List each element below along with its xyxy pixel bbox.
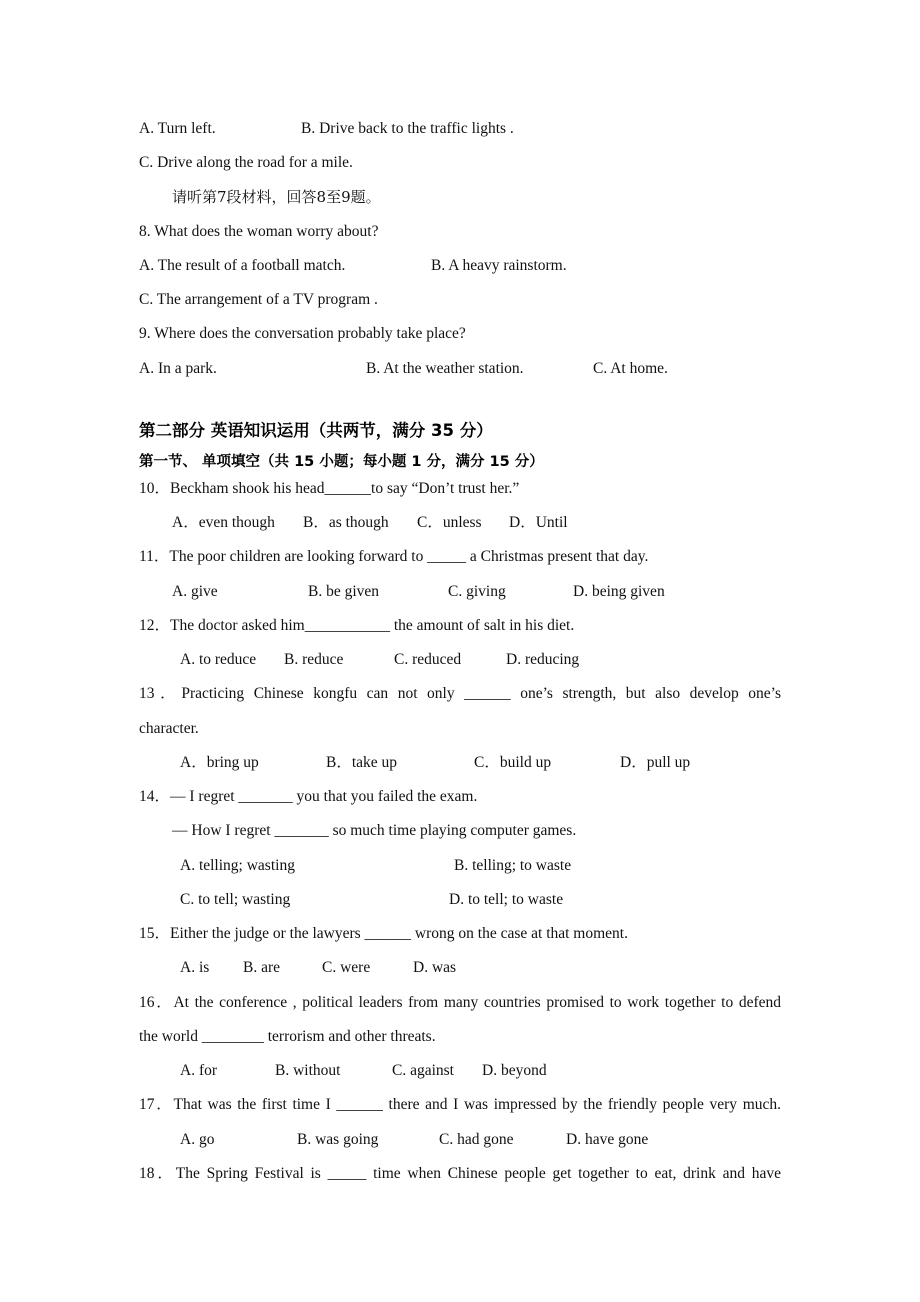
q16-option-d: D. beyond — [482, 1062, 547, 1079]
q7-option-b: B. Drive back to the traffic lights . — [301, 120, 514, 137]
q17-stem: 17．That was the first time I ______ there and I was impressed by the friendly people very much. — [139, 1096, 781, 1113]
q14-option-d: D. to tell; to waste — [449, 891, 564, 908]
q8-stem: 8. What does the woman worry about? — [139, 223, 379, 240]
q10-option-c: C．unless — [417, 514, 482, 531]
q13-option-d: D．pull up — [620, 754, 691, 771]
q15-option-d: D. was — [413, 959, 457, 976]
q13-stem-line1: 13．Practicing Chinese kongfu can not only ______ one’s strength, but also develop one’s — [139, 685, 781, 702]
q14-option-c: C. to tell; wasting — [180, 891, 291, 908]
listening-instruction: 请听第7段材料，回答8至9题。 — [172, 188, 381, 206]
q14-option-a: A. telling; wasting — [180, 857, 295, 874]
q9-option-c: C. At home. — [593, 360, 668, 377]
q11-option-c: C. giving — [448, 583, 506, 600]
q17-option-d: D. have gone — [566, 1131, 649, 1148]
q8-option-a: A. The result of a football match. — [139, 257, 346, 274]
q11-option-a: A. give — [172, 583, 218, 600]
q17-option-b: B. was going — [297, 1131, 379, 1148]
q16-option-a: A. for — [180, 1062, 218, 1079]
q10-stem: 10．Beckham shook his head______to say “Don’t trust her.” — [139, 480, 520, 497]
q9-option-b: B. At the weather station. — [366, 360, 524, 377]
q13-option-a: A．bring up — [180, 754, 259, 771]
q13-option-c: C．build up — [474, 754, 552, 771]
part2-title: 第二部分 英语知识运用（共两节，满分 35 分） — [139, 421, 493, 440]
q16-stem-line1: 16．At the conference , political leaders from many countries promised to work together to defend — [139, 994, 781, 1011]
q15-stem: 15．Either the judge or the lawyers ______ wrong on the case at that moment. — [139, 925, 628, 942]
q11-stem: 11．The poor children are looking forward to _____ a Christmas present that day. — [139, 548, 649, 565]
q9-option-a: A. In a park. — [139, 360, 217, 377]
q16-stem-line2: the world ________ terrorism and other threats. — [139, 1028, 436, 1045]
q7-option-c: C. Drive along the road for a mile. — [139, 154, 353, 171]
q9-stem: 9. Where does the conversation probably take place? — [139, 325, 466, 342]
q8-option-c: C. The arrangement of a TV program . — [139, 291, 378, 308]
q8-option-b: B. A heavy rainstorm. — [431, 257, 567, 274]
q10-option-a: A．even though — [172, 514, 275, 531]
q17-option-a: A. go — [180, 1131, 215, 1148]
q14-stem-line2: — How I regret _______ so much time playing computer games. — [172, 822, 577, 839]
q10-option-d: D．Until — [509, 514, 568, 531]
q12-option-d: D. reducing — [506, 651, 580, 668]
q16-option-b: B. without — [275, 1062, 341, 1079]
q15-option-b: B. are — [243, 959, 281, 976]
q12-stem: 12．The doctor asked him___________ the amount of salt in his diet. — [139, 617, 575, 634]
q12-option-c: C. reduced — [394, 651, 462, 668]
q14-stem-line1: 14．— I regret _______ you that you failed the exam. — [139, 788, 478, 805]
q7-option-a: A. Turn left. — [139, 120, 216, 137]
q12-option-b: B. reduce — [284, 651, 344, 668]
q15-option-c: C. were — [322, 959, 371, 976]
section1-title: 第一节、 单项填空（共 15 小题；每小题 1 分，满分 15 分） — [139, 454, 544, 470]
q18-stem-line1: 18．The Spring Festival is _____ time when Chinese people get together to eat, drink and have — [139, 1165, 781, 1182]
q15-option-a: A. is — [180, 959, 210, 976]
q16-option-c: C. against — [392, 1062, 454, 1079]
q11-option-d: D. being given — [573, 583, 665, 600]
q12-option-a: A. to reduce — [180, 651, 257, 668]
q13-stem-line2: character. — [139, 720, 199, 737]
q14-option-b: B. telling; to waste — [454, 857, 572, 874]
q13-option-b: B．take up — [326, 754, 398, 771]
q10-option-b: B．as though — [303, 514, 389, 531]
q17-option-c: C. had gone — [439, 1131, 514, 1148]
q11-option-b: B. be given — [308, 583, 380, 600]
